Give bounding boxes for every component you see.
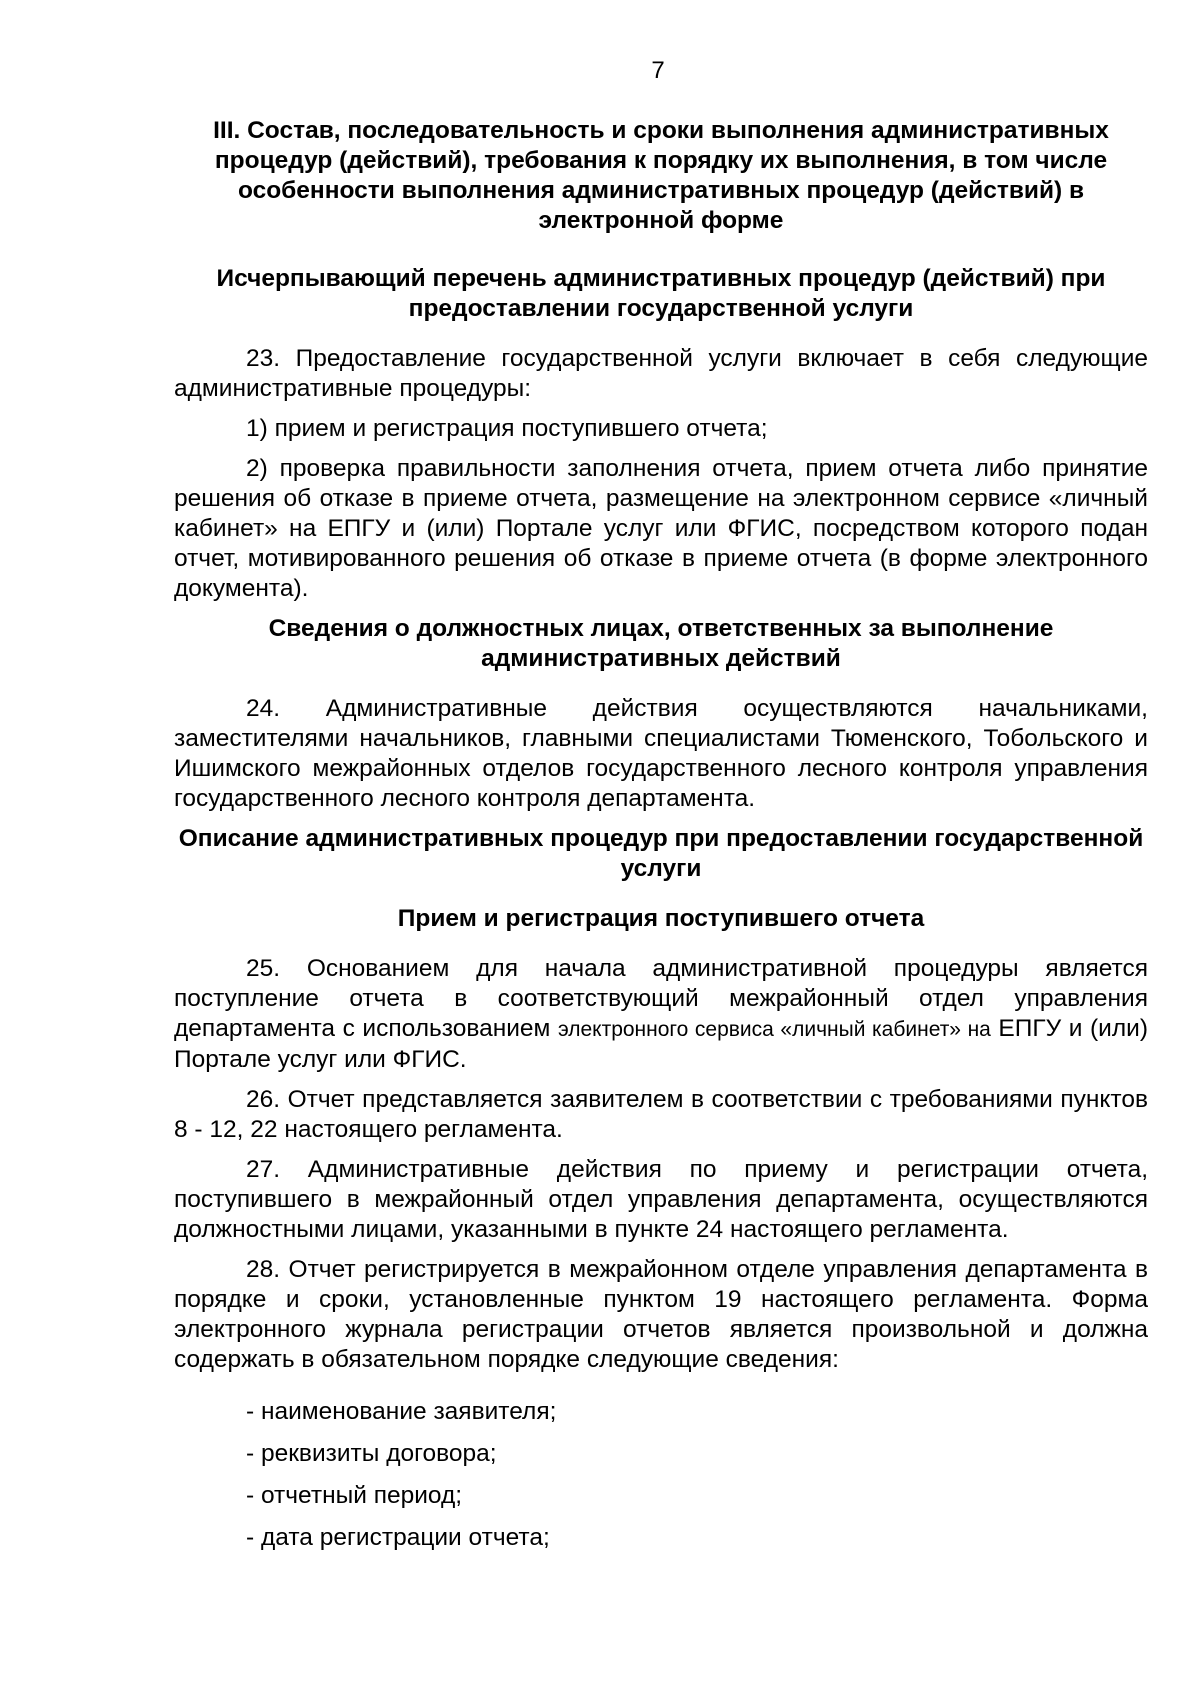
paragraph-24: 24. Административные действия осуществляются начальниками, заместителями начальников, главными специалистами Тюменского, Тобольского и Ишимского межрайонных отделов государственного лесного контроля управления государственного лесного контроля департамента. xyxy=(174,695,1148,812)
paragraph-23-item-1: 1) прием и регистрация поступившего отчета; xyxy=(246,415,768,442)
page-number: 7 xyxy=(651,57,665,84)
paragraph-26: 26. Отчет представляется заявителем в соответствии с требованиями пунктов 8 - 12, 22 настоящего регламента. xyxy=(174,1086,1148,1143)
paragraph-27: 27. Административные действия по приему и регистрации отчета, поступившего в межрайонный отдел управления департамента, осуществляются должностными лицами, указанными в пункте 24 настоящего регламента. xyxy=(174,1156,1148,1243)
paragraph-25-part-3: ЕПГУ и (или) Портале услуг или ФГИС. xyxy=(174,1015,1148,1073)
paragraph-25-part-1: 25. Основанием для начала административной процедуры является поступление отчета в соответствующий межрайонный отдел управления департамента с использованием xyxy=(174,955,1148,1042)
subsection-title-officials: Сведения о должностных лицах, ответственных за выполнение административных действий xyxy=(268,615,1054,672)
paragraph-25-part-2: электронного сервиса «личный кабинет» на xyxy=(557,1018,991,1041)
subsection-title-receipt-registration: Прием и регистрация поступившего отчета xyxy=(397,905,925,932)
list-item: - отчетный период; xyxy=(246,1482,463,1509)
subsection-title-procedures-list: Исчерпывающий перечень административных процедур (действий) при предоставлении государственной услуги xyxy=(216,265,1106,322)
list-item: - реквизиты договора; xyxy=(246,1440,497,1467)
page-content xyxy=(174,116,1148,1565)
paragraph-25 xyxy=(174,954,1148,1075)
subsection-title-procedures-description: Описание административных процедур при предоставлении государственной услуги xyxy=(178,825,1144,882)
paragraph-28: 28. Отчет регистрируется в межрайонном отделе управления департамента в порядке и сроки, установленные пунктом 19 настоящего регламента. Форма электронного журнала регистрации отчетов является произвольной и должна содержать в обязательном порядке следующие сведения: xyxy=(174,1256,1148,1373)
paragraph-23-item-2: 2) проверка правильности заполнения отчета, прием отчета либо принятие решения об отказе в приеме отчета, размещение на электронном сервисе «личный кабинет» на ЕПГУ и (или) Портале услуг или ФГИС, посредством которого подан отчет, мотивированного решения об отказе в приеме отчета (в форме электронного документа). xyxy=(174,455,1148,602)
list-item: - дата регистрации отчета; xyxy=(246,1524,550,1551)
section-title: III. Состав, последовательность и сроки выполнения административных процедур (действий), требования к порядку их выполнения, в том числе особенности выполнения административных процедур (действий) в электронной форме xyxy=(213,117,1109,234)
list-item: - наименование заявителя; xyxy=(246,1398,557,1425)
paragraph-23: 23. Предоставление государственной услуги включает в себя следующие административные процедуры: xyxy=(174,345,1148,402)
